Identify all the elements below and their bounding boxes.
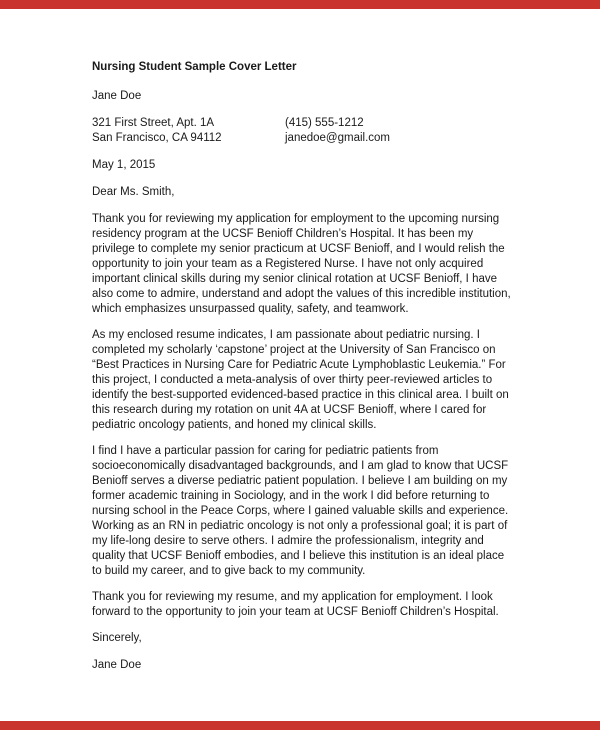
signature-name: Jane Doe — [92, 659, 142, 671]
contact-details-block — [285, 116, 514, 146]
letter-title: Nursing Student Sample Cover Letter — [92, 61, 297, 73]
body-paragraph-1: Thank you for reviewing my application for employment to the upcoming nursing residency program at the UCSF Benioff Children’s Hospital. It has been my privilege to complete my senior practicum at UCSF Benioff, and I would relish the opportunity to join your team as a Registered Nurse. I have not only acquired important clinical skills during my senior clinical rotation at UCSF Benioff, I have also come to admire, understand and adopt the values of this incredible institution, which emphasizes unsurpassed quality, safety, and teamwork. — [92, 213, 511, 315]
address-block — [92, 116, 285, 146]
letter-content — [92, 60, 514, 673]
contact-block — [92, 116, 514, 146]
body-paragraph-2: As my enclosed resume indicates, I am passionate about pediatric nursing. I completed my scholarly ‘capstone’ project at the University of San Francisco on “Best Practices in Nursing Care for Pediatric Acute Lymphoblastic Leukemia.” For this project, I conducted a meta-analysis of over thirty peer-reviewed articles to identify the best-supported evidenced-based practice in this clinical area. I built on this research during my rotation on unit 4A at UCSF Benioff, where I cared for pediatric oncology patients, and honed my clinical skills. — [92, 329, 509, 431]
sender-name: Jane Doe — [92, 90, 142, 102]
salutation: Dear Ms. Smith, — [92, 186, 175, 198]
body-paragraph-3: I find I have a particular passion for caring for pediatric patients from socioeconomically disadvantaged backgrounds, and I am glad to know that UCSF Benioff serves a diverse pediatric patient population. I believe I am building on my former academic training in Sociology, and in the work I did before returning to nursing school in the Peace Corps, where I gained valuable skills and experience. Working as an RN in pediatric oncology is not only a professional goal; it is part of my life-long desire to serve others. I admire the professionalism, integrity and quality that UCSF Benioff embodies, and I believe this institution is an ideal place to build my career, and to give back to my community. — [92, 445, 509, 577]
phone-number: (415) 555-1212 — [285, 117, 364, 129]
body-paragraph-4: Thank you for reviewing my resume, and my application for employment. I look forward to the opportunity to join your team at UCSF Benioff Children’s Hospital. — [92, 591, 499, 618]
closing: Sincerely, — [92, 632, 142, 644]
bottom-border-bar — [0, 721, 600, 730]
top-border-bar — [0, 0, 600, 9]
address-line-2: San Francisco, CA 94112 — [92, 132, 222, 144]
email-address: janedoe@gmail.com — [285, 132, 391, 144]
letter-date: May 1, 2015 — [92, 159, 156, 171]
address-line-1: 321 First Street, Apt. 1A — [92, 117, 215, 129]
